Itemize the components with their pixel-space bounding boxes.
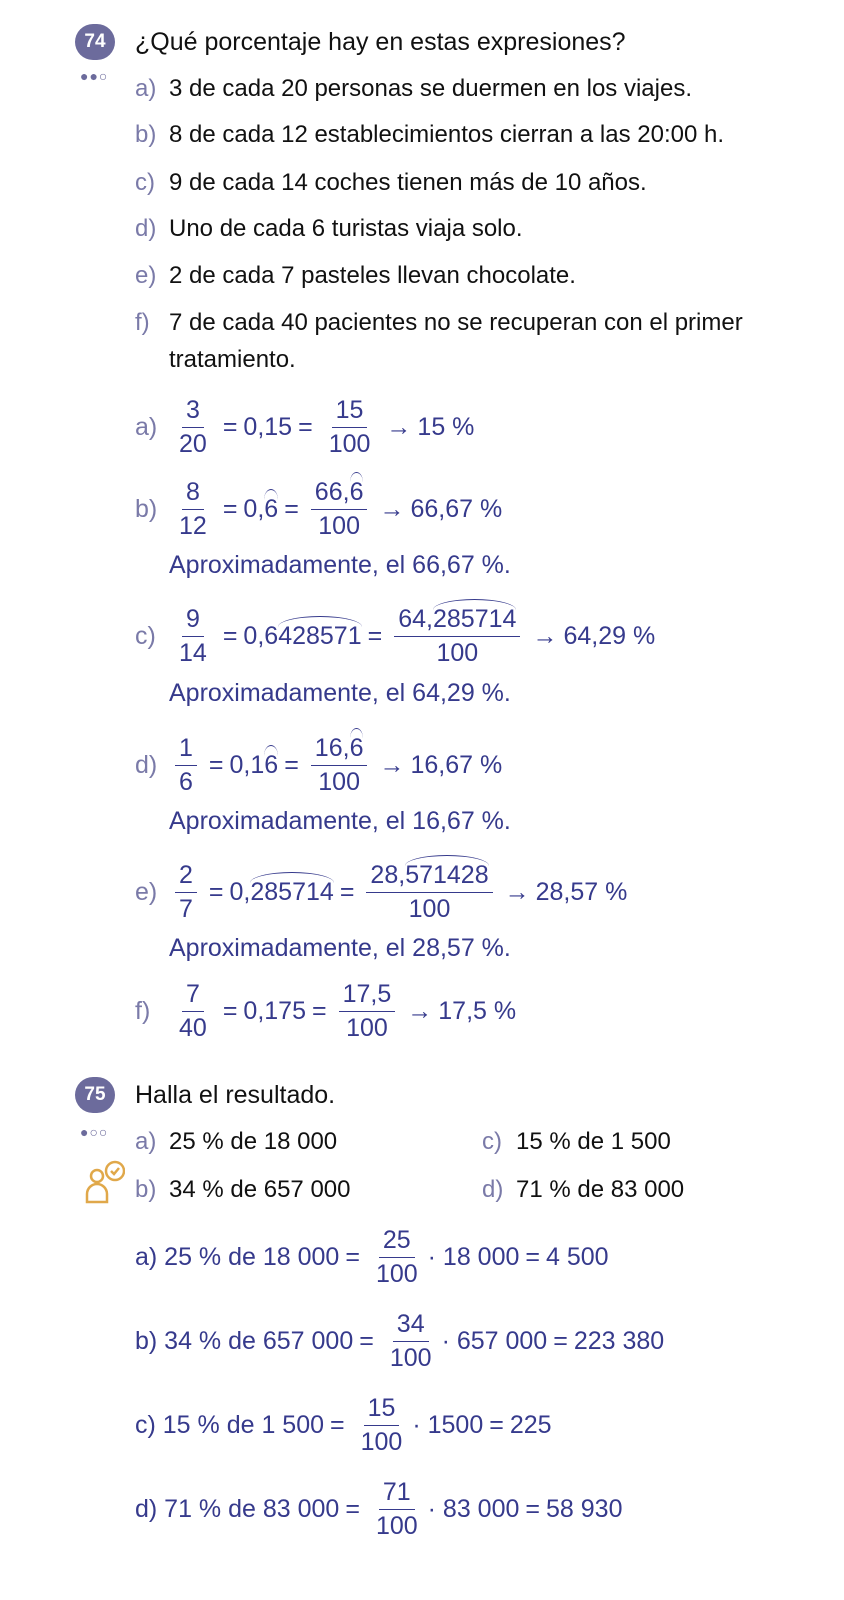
result: 58 930 [546,1494,623,1523]
fraction: $\frac{17,5}{100}$ [339,980,396,1043]
periodic-decimal: 0,6 [243,494,279,523]
question-c: c) 9 de cada 14 coches tienen más de 10 años. [135,169,647,196]
fraction: $\frac{16,6}{100}$ [311,734,368,797]
result: 223 380 [573,1326,665,1355]
question-c: c) 15 % de 1 500 [482,1128,671,1155]
fraction: $\frac{3}{20}$ [179,396,207,458]
answer-f: f) $\frac{7}{40}$ = 0,175 = $\frac{17,5}{100}$ → 17,5 % [135,980,517,1042]
percentage-result: 66,67 % [410,494,503,523]
percentage-result: 28,57 % [535,877,628,906]
percentage-result: 16,67 % [410,750,503,779]
answer-d: d) 71 % de 83 000 = $\frac{71}{100}$ · 83 000 = 58 930 [135,1478,623,1540]
fraction: $\frac{28,571428}{100}$ [366,861,492,924]
question-e: e) 2 de cada 7 pasteles llevan chocolate. [135,262,576,289]
fraction: $\frac{64,285714}{100}$ [394,605,520,668]
fraction: $\frac{66,6}{100}$ [311,478,368,541]
question-b: b) 34 % de 657 000 [135,1176,351,1203]
question-b: b) 8 de cada 12 establecimientos cierran a las 20:00 h. [135,121,725,148]
difficulty-indicator: ●○○ [80,1124,109,1140]
answer-b: b) $\frac{8}{12}$ = 0,6 = $\frac{66,6}{100}$ → 66,67 % [135,478,503,540]
answer-b: b) 34 % de 657 000 = $\frac{34}{100}$ · 657 000 = 223 380 [135,1310,665,1372]
percentage-result: 64,29 % [563,621,656,650]
percentage-result: 17,5 % [438,996,517,1025]
periodic-decimal: 0,285714 [229,877,334,906]
exercise-number-badge: 75 [75,1077,115,1113]
result: 225 [509,1410,552,1439]
difficulty-indicator: ●●○ [80,68,109,84]
question-f: f) 7 de cada 40 pacientes no se recuperan con el primer [135,309,743,336]
fraction: $\frac{7}{40}$ [179,980,207,1042]
approximation-d: Aproximadamente, el 16,67 %. [169,807,511,835]
question-a: a) 25 % de 18 000 [135,1128,338,1155]
approximation-c: Aproximadamente, el 64,29 %. [169,679,511,707]
fraction: $\frac{9}{14}$ [179,605,207,667]
answer-d: d) $\frac{1}{6}$ = 0,16 = $\frac{16,6}{100}$ → 16,67 % [135,734,503,796]
fraction: $\frac{15}{100}$ [360,1394,403,1456]
periodic-decimal: 0,16 [229,750,279,779]
teamwork-icon [85,1160,125,1204]
periodic-decimal: 0,6428571 [243,621,362,650]
question-d: d) 71 % de 83 000 [482,1176,685,1203]
result: 4 500 [546,1242,609,1271]
answer-e: e) $\frac{2}{7}$ = 0,285714 = $\frac{28,571428}{100}$ → 28,57 % [135,861,628,923]
answer-a: a) 25 % de 18 000 = $\frac{25}{100}$ · 18 000 = 4 500 [135,1226,609,1288]
approximation-e: Aproximadamente, el 28,57 %. [169,934,511,962]
exercise-title: ¿Qué porcentaje hay en estas expresiones? [135,28,626,56]
answer-c: c) 15 % de 1 500 = $\frac{15}{100}$ · 1500 = 225 [135,1394,552,1456]
approximation-b: Aproximadamente, el 66,67 %. [169,551,511,579]
fraction: $\frac{2}{7}$ [175,861,197,924]
percentage-result: 15 % [417,412,475,441]
fraction: $\frac{8}{12}$ [179,478,207,540]
exercise-number-badge: 74 [75,24,115,60]
exercise-title: Halla el resultado. [135,1081,336,1109]
question-a: a) 3 de cada 20 personas se duermen en los viajes. [135,75,692,102]
fraction: $\frac{1}{6}$ [175,734,197,797]
answer-c: c) $\frac{9}{14}$ = 0,6428571 = $\frac{64,285714}{100}$ → 64,29 % [135,605,656,667]
question-d: d) Uno de cada 6 turistas viaja solo. [135,215,523,242]
fraction: $\frac{34}{100}$ [389,1310,432,1372]
fraction: $\frac{71}{100}$ [375,1478,418,1540]
fraction: $\frac{25}{100}$ [375,1226,418,1288]
fraction: $\frac{15}{100}$ [328,396,371,458]
question-f-continuation: tratamiento. [169,346,296,373]
answer-a: a) $\frac{3}{20}$ = 0,15 = $\frac{15}{100}$ → 15 % [135,396,475,458]
